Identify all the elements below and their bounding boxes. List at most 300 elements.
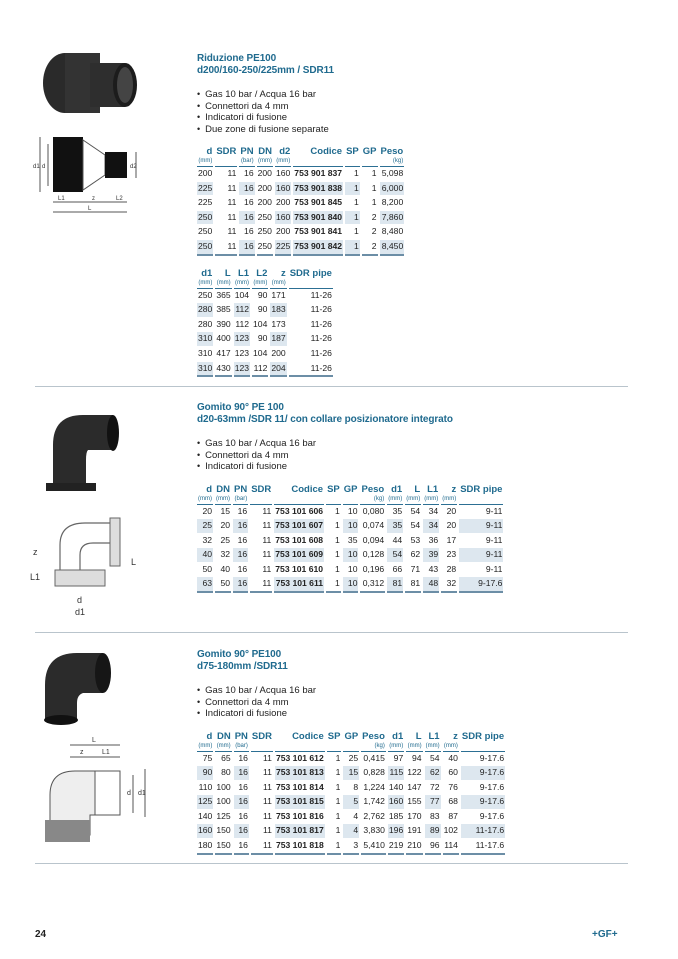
- table-cell: 150: [215, 824, 231, 839]
- column-unit: (kg): [380, 157, 405, 167]
- svg-text:L1: L1: [30, 572, 41, 582]
- column-header: L: [415, 730, 422, 742]
- svg-text:L2: L2: [116, 196, 123, 202]
- table-row: [197, 548, 503, 563]
- table-cell: 6,000: [380, 182, 405, 197]
- table-cell: 11-26: [289, 303, 333, 318]
- table-cell: 17: [441, 534, 457, 549]
- column-header: Peso: [361, 483, 385, 495]
- table-cell: 9-17.6: [461, 752, 505, 767]
- table-cell: 185: [388, 810, 404, 825]
- column-unit: (mm): [252, 279, 268, 289]
- table-cell: 5,098: [380, 167, 405, 182]
- column-header: SDR: [216, 146, 237, 157]
- column-header: d: [206, 730, 213, 742]
- article-code: 753 901 840: [293, 211, 343, 226]
- table-cell: 2,762: [361, 810, 386, 825]
- header-row: [197, 484, 503, 495]
- article-code: 753 101 607: [274, 519, 324, 534]
- table-cell: 11: [215, 240, 237, 256]
- svg-text:z: z: [80, 749, 84, 756]
- svg-text:d: d: [127, 790, 131, 797]
- column-unit: [461, 742, 505, 752]
- svg-text:L1: L1: [58, 196, 65, 202]
- table-cell: 40: [443, 752, 459, 767]
- table-cell: 9-17.6: [461, 795, 505, 810]
- table-cell: 417: [215, 347, 231, 362]
- svg-text:d1: d1: [138, 790, 146, 797]
- table-cell: 87: [443, 810, 459, 825]
- elbow-large-diagram: [30, 735, 150, 855]
- svg-text:d2: d2: [130, 164, 137, 170]
- table-row: [197, 810, 505, 825]
- table-cell: 11: [215, 225, 237, 240]
- table-cell: 9-17.6: [461, 766, 505, 781]
- dim-z: z: [33, 547, 38, 557]
- table-cell: 48: [423, 577, 439, 593]
- column-header: z: [453, 730, 458, 742]
- column-header: d: [206, 146, 213, 157]
- product-subtitle: d200/160-250/225mm / SDR11: [197, 65, 334, 76]
- column-unit: (mm): [197, 157, 213, 167]
- table-row: [197, 362, 333, 378]
- column-unit: [289, 279, 333, 289]
- table-cell: 1: [326, 534, 341, 549]
- table-cell: 39: [423, 548, 439, 563]
- table-cell: 200: [275, 196, 291, 211]
- table-cell: 32: [215, 548, 231, 563]
- feature-item: • Connettori da 4 mm: [197, 697, 507, 709]
- table-cell: 11: [215, 167, 237, 182]
- table-cell: 11: [250, 534, 272, 549]
- column-header: L1: [428, 730, 440, 742]
- table-cell: 1: [327, 839, 342, 855]
- table-cell: 11: [251, 824, 273, 839]
- table-cell: 28: [441, 563, 457, 578]
- column-header: PN: [234, 483, 248, 495]
- table-cell: 171: [270, 289, 286, 304]
- svg-text:d1: d1: [75, 607, 86, 615]
- table-cell: 54: [425, 752, 441, 767]
- table-cell: 2: [362, 211, 378, 226]
- table-cell: 10: [343, 519, 359, 534]
- column-unit: [345, 157, 360, 167]
- table-cell: 3: [343, 839, 359, 855]
- table-cell: 32: [197, 534, 213, 549]
- units-row: [197, 742, 505, 752]
- spec-table-wrap: [197, 268, 406, 378]
- table-cell: 11: [250, 563, 272, 578]
- column-header: Peso: [380, 146, 404, 157]
- column-header: GP: [343, 483, 358, 495]
- table-cell: 43: [423, 563, 439, 578]
- table-cell: 170: [406, 810, 422, 825]
- column-unit: (mm): [425, 742, 441, 752]
- table-cell: 310: [197, 347, 213, 362]
- table-cell: 1: [327, 824, 342, 839]
- feature-item: • Connettori da 4 mm: [197, 450, 505, 462]
- table-cell: 40: [215, 563, 231, 578]
- table-row: [197, 347, 333, 362]
- table-cell: 1: [362, 196, 378, 211]
- column-unit: (mm): [270, 279, 286, 289]
- table-cell: 0,128: [360, 548, 385, 563]
- table-cell: 36: [423, 534, 439, 549]
- column-header: L: [224, 267, 231, 279]
- column-unit: (mm): [388, 742, 404, 752]
- table-row: [197, 240, 404, 256]
- table-cell: 180: [197, 839, 213, 855]
- table-cell: 250: [197, 289, 213, 304]
- table-cell: 35: [387, 505, 403, 520]
- table-cell: 68: [443, 795, 459, 810]
- table-cell: 81: [387, 577, 403, 593]
- article-code: 753 901 838: [293, 182, 343, 197]
- table-cell: 104: [252, 318, 268, 333]
- feature-list: [197, 89, 406, 135]
- table-cell: 89: [425, 824, 441, 839]
- column-header: d1: [201, 267, 213, 279]
- header-row: [197, 731, 505, 742]
- table-row: [197, 752, 505, 767]
- table-cell: 1: [326, 519, 341, 534]
- column-header: z: [280, 267, 286, 279]
- section-gomito-d20-63: [197, 402, 505, 593]
- units-row: [197, 495, 503, 505]
- column-header: Codice: [292, 730, 324, 742]
- table-cell: 123: [234, 362, 250, 378]
- column-header: d1: [392, 730, 404, 742]
- column-unit: (mm): [443, 742, 459, 752]
- column-header: DN: [216, 483, 230, 495]
- table-cell: 1: [326, 577, 341, 593]
- column-unit: [327, 742, 342, 752]
- table-cell: 25: [197, 519, 213, 534]
- table-cell: 125: [197, 795, 213, 810]
- table-cell: 280: [197, 303, 213, 318]
- table-cell: 8,480: [380, 225, 405, 240]
- table-cell: 430: [215, 362, 231, 378]
- table-cell: 400: [215, 332, 231, 347]
- feature-item: • Indicatori di fusione: [197, 112, 406, 124]
- table-cell: 10: [343, 505, 359, 520]
- table-cell: 11-17.6: [461, 824, 505, 839]
- header-row: [197, 268, 333, 279]
- table-cell: 20: [441, 505, 457, 520]
- table-row: [197, 577, 503, 593]
- column-unit: [459, 495, 503, 505]
- table-cell: 1: [326, 548, 341, 563]
- table-cell: 16: [239, 240, 254, 256]
- table-cell: 160: [388, 795, 404, 810]
- table-cell: 75: [197, 752, 213, 767]
- column-header: L1: [427, 483, 439, 495]
- table-cell: 16: [239, 196, 254, 211]
- table-row: [197, 824, 505, 839]
- dim-d1: d1: [33, 164, 40, 170]
- table-row: [197, 563, 503, 578]
- column-unit: (mm): [406, 742, 422, 752]
- article-code: 753 101 611: [274, 577, 324, 593]
- column-unit: [274, 495, 324, 505]
- units-row: [197, 279, 333, 289]
- svg-text:d: d: [42, 164, 46, 170]
- column-header: PN: [240, 146, 254, 157]
- table-cell: 115: [388, 766, 404, 781]
- table-cell: 250: [197, 240, 213, 256]
- column-unit: (bar): [239, 157, 254, 167]
- column-header: L2: [256, 267, 268, 279]
- table-cell: 1: [345, 240, 360, 256]
- table-row: [197, 332, 333, 347]
- table-cell: 0,415: [361, 752, 386, 767]
- svg-text:d: d: [77, 595, 83, 605]
- table-cell: 250: [257, 225, 273, 240]
- table-row: [197, 505, 503, 520]
- article-code: 753 101 818: [275, 839, 325, 855]
- product-subtitle: d75-180mm /SDR11: [197, 661, 288, 672]
- table-cell: 160: [275, 167, 291, 182]
- table-cell: 112: [252, 362, 268, 378]
- table-cell: 1,742: [361, 795, 386, 810]
- table-cell: 1,224: [361, 781, 386, 796]
- table-cell: 9-17.6: [461, 781, 505, 796]
- column-header: Codice: [310, 146, 343, 157]
- table-cell: 9-11: [459, 505, 503, 520]
- article-code: 753 101 610: [274, 563, 324, 578]
- table-cell: 112: [234, 303, 250, 318]
- table-cell: 10: [343, 577, 359, 593]
- table-cell: 225: [197, 196, 213, 211]
- gf-logo: +GF+: [592, 929, 618, 940]
- column-unit: (mm): [197, 495, 213, 505]
- section-gomito-d75-180: [197, 649, 507, 855]
- product-title: Gomito 90° PE 100: [197, 402, 284, 413]
- table-cell: 66: [387, 563, 403, 578]
- header-row: [197, 146, 404, 157]
- section-divider: [35, 863, 628, 864]
- table-cell: 71: [405, 563, 421, 578]
- elbow-small-diagram: [25, 515, 150, 620]
- table-cell: 250: [197, 225, 213, 240]
- table-cell: 1: [345, 225, 360, 240]
- column-header: DN: [258, 146, 272, 157]
- table-cell: 280: [197, 318, 213, 333]
- table-cell: 20: [197, 505, 213, 520]
- table-cell: 16: [233, 548, 248, 563]
- table-cell: 11: [250, 548, 272, 563]
- column-unit: [343, 495, 359, 505]
- column-header: SP: [327, 483, 340, 495]
- section-divider: [35, 632, 628, 633]
- svg-text:L: L: [92, 737, 96, 744]
- feature-item: • Gas 10 bar / Acqua 16 bar: [197, 89, 406, 101]
- product-title: Riduzione PE100: [197, 53, 277, 64]
- column-unit: [215, 157, 237, 167]
- table-cell: 90: [252, 332, 268, 347]
- table-cell: 8: [343, 781, 359, 796]
- table-cell: 0,094: [360, 534, 385, 549]
- section-riduzione: [197, 53, 406, 377]
- table-cell: 3,830: [361, 824, 386, 839]
- table-cell: 16: [233, 563, 248, 578]
- column-header: GP: [344, 730, 359, 742]
- article-code: 753 101 816: [275, 810, 325, 825]
- table-cell: 10: [343, 548, 359, 563]
- column-unit: (mm): [423, 495, 439, 505]
- table-cell: 16: [234, 824, 249, 839]
- table-cell: 250: [197, 211, 213, 226]
- table-cell: 94: [406, 752, 422, 767]
- table-row: [197, 766, 505, 781]
- column-unit: [362, 157, 378, 167]
- table-cell: 16: [234, 781, 249, 796]
- table-cell: 16: [233, 577, 248, 593]
- column-unit: (kg): [361, 742, 386, 752]
- table-cell: 76: [443, 781, 459, 796]
- table-cell: 1: [362, 167, 378, 182]
- column-unit: [326, 495, 341, 505]
- table-cell: 5: [343, 795, 359, 810]
- table-cell: 110: [197, 781, 213, 796]
- table-cell: 310: [197, 362, 213, 378]
- table-cell: 35: [387, 519, 403, 534]
- column-unit: (mm): [257, 157, 273, 167]
- table-cell: 16: [234, 795, 249, 810]
- table-cell: 2: [362, 240, 378, 256]
- table-cell: 90: [252, 289, 268, 304]
- table-cell: 11-26: [289, 347, 333, 362]
- table-cell: 0,312: [360, 577, 385, 593]
- table-cell: 225: [197, 182, 213, 197]
- column-unit: (mm): [275, 157, 291, 167]
- spec-table-wrap: [197, 146, 406, 256]
- column-header: DN: [216, 730, 231, 742]
- column-unit: [275, 742, 325, 752]
- svg-text:L1: L1: [102, 749, 110, 756]
- table-cell: 0,074: [360, 519, 385, 534]
- table-cell: 10: [343, 563, 359, 578]
- table-cell: 200: [257, 167, 273, 182]
- column-header: Codice: [291, 483, 324, 495]
- elbow-small-photo: [38, 405, 123, 505]
- table-cell: 25: [215, 534, 231, 549]
- table-cell: 0,196: [360, 563, 385, 578]
- table-cell: 20: [215, 519, 231, 534]
- table-cell: 1: [327, 752, 342, 767]
- table-cell: 123: [234, 347, 250, 362]
- column-unit: (mm): [387, 495, 403, 505]
- article-code: 753 901 845: [293, 196, 343, 211]
- table-cell: 2: [362, 225, 378, 240]
- table-cell: 90: [252, 303, 268, 318]
- column-header: d2: [279, 146, 291, 157]
- table-row: [197, 519, 503, 534]
- table-cell: 15: [215, 505, 231, 520]
- column-unit: [251, 742, 273, 752]
- reducer-diagram: [30, 130, 150, 225]
- table-cell: 63: [197, 577, 213, 593]
- column-unit: (bar): [234, 742, 249, 752]
- table-row: [197, 781, 505, 796]
- feature-item: • Gas 10 bar / Acqua 16 bar: [197, 438, 505, 450]
- table-cell: 310: [197, 332, 213, 347]
- table-cell: 200: [270, 347, 286, 362]
- table-cell: 8,450: [380, 240, 405, 256]
- article-code: 753 101 815: [275, 795, 325, 810]
- table-cell: 54: [405, 505, 421, 520]
- column-header: d1: [391, 483, 403, 495]
- column-header: z: [451, 483, 457, 495]
- column-header: L: [414, 483, 421, 495]
- column-header: L1: [237, 267, 250, 279]
- article-code: 753 101 608: [274, 534, 324, 549]
- table-cell: 1: [326, 505, 341, 520]
- table-cell: 210: [406, 839, 422, 855]
- table-cell: 9-11: [459, 563, 503, 578]
- table-cell: 1: [345, 196, 360, 211]
- table-row: [197, 839, 505, 855]
- column-header: SDR pipe: [460, 483, 503, 495]
- page-number: 24: [35, 929, 47, 940]
- column-header: d: [206, 483, 212, 495]
- table-cell: 53: [405, 534, 421, 549]
- table-cell: 365: [215, 289, 231, 304]
- spec-table-wrap: [197, 731, 507, 855]
- column-unit: (mm): [234, 279, 250, 289]
- table-cell: 11: [251, 795, 273, 810]
- table-cell: 32: [441, 577, 457, 593]
- table-cell: 140: [197, 810, 213, 825]
- feature-item: • Connettori da 4 mm: [197, 101, 406, 113]
- table-cell: 160: [275, 211, 291, 226]
- column-unit: [250, 495, 272, 505]
- table-cell: 4: [343, 810, 359, 825]
- table-cell: 16: [234, 752, 249, 767]
- spec-table: [195, 146, 406, 256]
- table-cell: 77: [425, 795, 441, 810]
- table-cell: 114: [443, 839, 459, 855]
- table-cell: 225: [275, 240, 291, 256]
- table-row: [197, 182, 404, 197]
- table-cell: 160: [275, 182, 291, 197]
- column-unit: (kg): [360, 495, 385, 505]
- table-cell: 196: [388, 824, 404, 839]
- table-cell: 35: [343, 534, 359, 549]
- table-cell: 183: [270, 303, 286, 318]
- feature-list: [197, 685, 507, 720]
- spec-table-wrap: [197, 484, 505, 594]
- table-cell: 385: [215, 303, 231, 318]
- table-cell: 11: [250, 577, 272, 593]
- table-cell: 11: [251, 839, 273, 855]
- section-divider: [35, 386, 628, 387]
- table-cell: 54: [387, 548, 403, 563]
- table-cell: 90: [197, 766, 213, 781]
- table-cell: 9-17.6: [461, 810, 505, 825]
- table-cell: 16: [234, 839, 249, 855]
- article-code: 753 101 606: [274, 505, 324, 520]
- column-header: SDR pipe: [289, 267, 332, 279]
- table-cell: 16: [234, 766, 249, 781]
- table-cell: 104: [234, 289, 250, 304]
- table-cell: 1: [345, 211, 360, 226]
- table-cell: 8,200: [380, 196, 405, 211]
- svg-text:L: L: [88, 206, 92, 212]
- column-unit: (bar): [233, 495, 248, 505]
- spec-table: [195, 268, 335, 378]
- table-cell: 11: [215, 211, 237, 226]
